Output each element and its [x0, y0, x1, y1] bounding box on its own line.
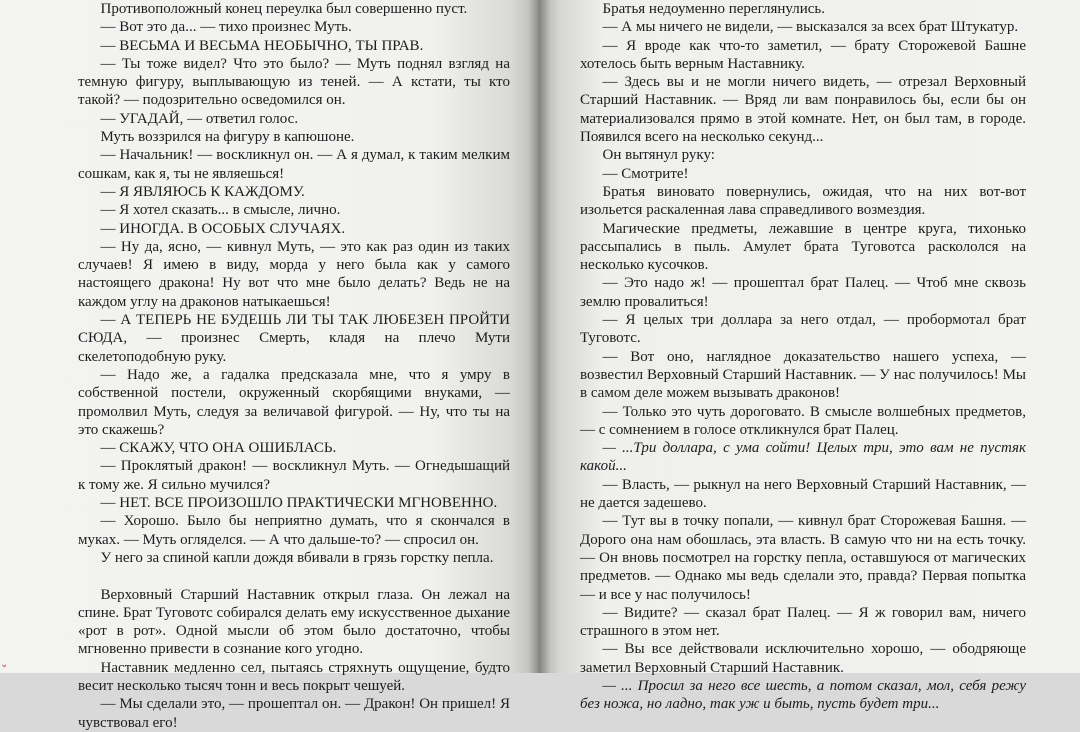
paragraph: — Я ЯВЛЯЮСЬ К КАЖДОМУ. [100, 183, 305, 200]
left-page-text [78, 0, 510, 732]
paragraph: — Это надо ж! — прошептал брат Палец. — Чтоб мне сквозь землю провалиться! [580, 275, 1026, 310]
paragraph: Магические предметы, лежавшие в центре круга, тихонько рассыпались в пыль. Амулет брата Туговотса раскололся на несколько кусочков. [580, 220, 1026, 274]
paragraph: — Я хотел сказать... в смысле, лично. [100, 202, 341, 219]
paragraph: — НЕТ. ВСЕ ПРОИЗОШЛО ПРАКТИЧЕСКИ МГНОВЕННО. [100, 495, 498, 512]
paragraph: — Проклятый дракон! — воскликнул Муть. — Огнедышащий к тому же. Я сильно мучился? [78, 458, 510, 493]
paragraph: — Вот оно, наглядное доказательство нашего успеха, — возвестил Верховный Старший Наставник. — У нас получилось! Мы в самом деле можем вызывать драконов! [580, 348, 1026, 402]
paragraph: — Вот это да... — тихо произнес Муть. [100, 19, 352, 36]
paragraph: — Видите? — сказал брат Палец. — Я ж говорил вам, ничего страшного в этом нет. [580, 604, 1026, 640]
paragraph: — ... Просил за него все шесть, а потом сказал, мол, себя режу без ножа, но ладно, так уж и быть, пусть будет три... [580, 677, 1026, 713]
paragraph: Братья виновато повернулись, ожидая, что на них вот-вот изольется раскаленная лава справедливого возмездия. [580, 183, 1026, 219]
right-page [538, 0, 1080, 713]
paragraph: — Смотрите! [602, 165, 689, 182]
paragraph: — СКАЖУ, ЧТО ОНА ОШИБЛАСЬ. [100, 440, 337, 457]
paragraph: — УГАДАЙ, — ответил голос. [100, 110, 299, 127]
paragraph: — Вы все действовали исключительно хорошо, — ободряюще заметил Верховный Старший Наставник. [580, 641, 1026, 676]
paragraph: — Хорошо. Было бы неприятно думать, что я скончался в муках. — Муть огляделся. — А что дальше-то? — спросил он. [78, 513, 510, 548]
paragraph: — ВЕСЬМА И ВЕСЬМА НЕОБЫЧНО, ТЫ ПРАВ. [100, 37, 424, 54]
paragraph: — Ты тоже видел? Что это было? — Муть поднял взгляд на темную фигуру, выплывающую из теней. — А кстати, ты кто такой? — подозрительно осведомился он. [78, 55, 510, 109]
paragraph: У него за спиной капли дождя вбивали в грязь горстку пепла. [100, 549, 494, 566]
paragraph: Он вытянул руку: [602, 147, 715, 164]
right-page-text [580, 0, 1026, 714]
paragraph: Верховный Старший Наставник открыл глаза. Он лежал на спине. Брат Туговотс собирался делать ему искусственное дыхание «рот в рот». Одной мысли об этом было достаточно, чтобы мгновенно привести в сознание кого угодно. [78, 586, 510, 658]
paragraph: — ...Три доллара, с ума сойти! Целых три, это вам не пустяк какой... [580, 440, 1026, 475]
paragraph: — Ну да, ясно, — кивнул Муть, — это как раз один из таких случаев! Я имею в виду, морда у него была как у самого настоящего дракона! Ну вот что мне было делать? Ведь не на каждом углу на драконов натыкаешься! [78, 238, 510, 310]
paragraph: — А ТЕПЕРЬ НЕ БУДЕШЬ ЛИ ТЫ ТАК ЛЮБЕЗЕН ПРОЙТИ СЮДА, — произнес Смерть, кладя на плечо Мути скелетоподобную руку. [78, 312, 510, 365]
paragraph: — Тут вы в точку попали, — кивнул брат Сторожевая Башня. — Дорого она нам обошлась, эта власть. В самую что ни на есть точку. — Он вновь посмотрел на горстку пепла, оставшуюся от магических предметов. — Однако мы ведь сделали это, правда? Первая попытка — и все у нас получилось! [580, 513, 1026, 603]
paragraph: — Начальник! — воскликнул он. — А я думал, к таким мелким сошкам, как я, ты не являешься! [78, 147, 510, 182]
paragraph: — Я целых три доллара за него отдал, — пробормотал брат Туговотс. [580, 312, 1026, 347]
paragraph: Муть воззрился на фигуру в капюшоне. [100, 129, 355, 146]
paragraph: — Мы сделали это, — прошептал он. — Дракон! Он пришел! Я чувствовал его! [78, 696, 510, 731]
paragraph: — Я вроде как что-то заметил, — брату Сторожевой Башне хотелось быть верным Наставнику. [580, 37, 1026, 72]
paragraph: — Власть, — рыкнул на него Верховный Старший Наставник, — не дается задешево. [580, 476, 1026, 512]
book-gutter [528, 0, 550, 673]
paragraph: Противоположный конец переулка был совершенно пуст. [100, 1, 468, 17]
paragraph: Наставник медленно сел, пытаясь стряхнуть ощущение, будто весит несколько тысяч тонн и весь покрыт чешуей. [78, 659, 510, 694]
left-page [0, 0, 538, 731]
paragraph: — Только это чуть дороговато. В смысле волшебных предметов, — с сомнением в голосе откликнулся брат Палец. [580, 403, 1026, 438]
scan-mark-icon: ⌄ [0, 659, 9, 670]
paragraph: — Надо же, а гадалка предсказала мне, что я умру в собственной постели, окруженный скорбящими внуками, — промолвил Муть, следуя за величавой фигурой. — Ну, что ты на это скажешь? [78, 366, 510, 438]
paragraph: Братья недоуменно переглянулись. [602, 1, 825, 17]
paragraph: — А мы ничего не видели, — высказался за всех брат Штукатур. [602, 19, 1019, 36]
paragraph: — Здесь вы и не могли ничего видеть, — отрезал Верховный Старший Наставник. — Вряд ли вам понравилось бы, если бы он материализовался прямо в этой комнате. Нет, он был там, в городе. Появился всего на несколько секунд... [580, 74, 1026, 146]
paragraph: — ИНОГДА. В ОСОБЫХ СЛУЧАЯХ. [100, 220, 346, 237]
